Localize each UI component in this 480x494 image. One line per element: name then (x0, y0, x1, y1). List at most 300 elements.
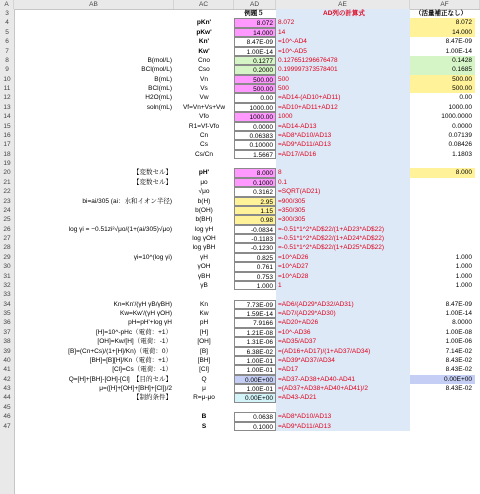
row-number: 47 (3, 422, 11, 430)
cell-uncorrected[interactable]: 8.000 (410, 168, 475, 177)
row-number: 22 (3, 188, 11, 196)
table-row (0, 215, 480, 224)
cell-formula[interactable]: =900/305 (276, 197, 410, 206)
cell-value[interactable]: 2.95 (234, 197, 276, 206)
table-row (0, 337, 480, 346)
cell-description[interactable]: 【変数セル】 (133, 178, 172, 186)
table-row (0, 375, 480, 384)
table-row (0, 9, 480, 18)
cell-value[interactable]: 0.10000 (234, 140, 276, 149)
cell-value[interactable]: -0.1183 (234, 234, 276, 243)
cell-label[interactable]: R1=Vf-Vfo (188, 122, 220, 130)
cell-label[interactable]: [BH] (197, 356, 211, 364)
cell-description[interactable] (14, 150, 174, 159)
cell-label[interactable]: log γOH (192, 235, 216, 242)
cell-formula[interactable]: =AD43-AD21 (276, 393, 410, 402)
cell-formula[interactable]: =-0.51*1^2*AD$22/(1+AD24*AD$22) (276, 234, 410, 243)
cell-value[interactable]: 0.98 (234, 215, 276, 224)
table-row (0, 281, 480, 290)
cell-description[interactable]: H2O(mL) (145, 94, 172, 102)
cell-label[interactable]: [Cl] (199, 366, 209, 374)
cell-formula[interactable] (276, 403, 410, 412)
cell-uncorrected[interactable] (410, 206, 475, 215)
table-row (0, 131, 480, 140)
cell-label[interactable]: pH' (198, 169, 210, 177)
row-number: 34 (3, 300, 11, 308)
cell-value[interactable]: 例題５ (244, 10, 264, 17)
cell-label[interactable] (174, 159, 234, 168)
table-row (0, 197, 480, 206)
table-row (0, 384, 480, 393)
cell-value[interactable]: 8.47E-09 (234, 37, 276, 46)
cell-uncorrected[interactable]: 500.00 (410, 84, 475, 93)
column-header-a[interactable]: A (0, 0, 14, 9)
cell-value[interactable]: 1.5667 (234, 150, 276, 159)
row-number: 26 (3, 225, 11, 233)
cell-value[interactable]: 8.072 (234, 18, 276, 27)
cell-formula[interactable]: AD列の計算式 (276, 9, 410, 18)
row-number: 46 (3, 413, 11, 421)
cell-description[interactable]: 【制約条件】 (133, 394, 172, 402)
cell-formula[interactable]: =AD14-AD13 (276, 122, 410, 131)
cell-value[interactable]: 1.00E-01 (234, 384, 276, 393)
cell-formula[interactable]: =AD35/AD37 (276, 337, 410, 346)
table-row (0, 178, 480, 187)
cell-formula[interactable]: 0.199997373578401 (276, 65, 410, 74)
cell-description[interactable]: pH=pH'+log γH (128, 319, 172, 327)
cell-uncorrected[interactable]: （活量補正なし） (415, 10, 467, 17)
table-row (0, 75, 480, 84)
cell-description[interactable] (14, 131, 174, 140)
cell-description[interactable] (14, 18, 174, 27)
cell-label[interactable]: Kn' (198, 38, 210, 46)
table-row (0, 347, 480, 356)
row-number: 28 (3, 244, 11, 252)
row-number: 35 (3, 310, 11, 317)
cell-description[interactable]: B(mL) (154, 75, 172, 83)
cell-label[interactable]: pH (199, 319, 209, 327)
cell-label[interactable]: R=μ-μo (193, 394, 215, 402)
cell-uncorrected[interactable]: 1.000 (455, 263, 472, 271)
cell-label[interactable]: γB (200, 281, 208, 289)
cell-formula[interactable]: =AD8*AD10/AD13 (276, 412, 410, 421)
cell-description[interactable] (14, 37, 174, 46)
column-header-ab[interactable]: AB (14, 0, 174, 9)
cell-description[interactable]: BCl(mol/L) (141, 66, 172, 74)
row-number: 31 (3, 272, 11, 280)
cell-label[interactable]: Cn (199, 131, 209, 139)
cell-description[interactable]: soln(mL) (146, 103, 172, 111)
cell-formula[interactable]: =AD9*AD11/AD13 (276, 422, 410, 431)
cell-description[interactable] (14, 9, 174, 18)
cell-description[interactable] (14, 272, 174, 281)
row-number: 20 (3, 169, 11, 177)
cell-description[interactable] (14, 28, 174, 37)
cell-description[interactable]: γi=10^(log γi) (133, 253, 172, 261)
row-number: 41 (3, 366, 11, 374)
cell-uncorrected[interactable]: 8.43E-02 (445, 356, 472, 364)
row-number: 36 (3, 319, 11, 327)
column-header-ad[interactable]: AD (234, 0, 276, 9)
cell-uncorrected[interactable]: 1.00E-06 (445, 338, 472, 346)
cell-uncorrected[interactable] (410, 197, 475, 206)
cell-formula[interactable]: =AD7/(AD29*AD30) (276, 309, 410, 318)
cell-label[interactable]: Cso (198, 66, 210, 74)
cell-value[interactable]: 14.000 (234, 28, 276, 37)
table-row (0, 403, 480, 412)
cell-value[interactable]: 500.00 (234, 75, 276, 84)
cell-value[interactable]: -0.1230 (234, 243, 276, 252)
cell-uncorrected[interactable] (410, 412, 475, 421)
cell-description[interactable] (14, 112, 174, 121)
cell-label[interactable]: Vf=Vn+Vs+Vw (182, 103, 226, 111)
cell-description[interactable]: [Cl]=Cs（電荷：-1） (112, 366, 172, 374)
cell-formula[interactable]: =(AD16+AD17)/(1+AD37/AD34) (276, 347, 410, 356)
row-number: 32 (3, 281, 11, 289)
cell-description[interactable]: [OH]=Kw/[H]（電荷：-1） (97, 338, 172, 346)
cell-uncorrected[interactable] (410, 290, 475, 299)
cell-label[interactable]: Cno (198, 56, 210, 64)
cell-uncorrected[interactable]: 0.1685 (410, 65, 475, 74)
cell-value[interactable]: 0.1000 (234, 178, 276, 187)
row-number: 29 (3, 253, 11, 261)
cell-uncorrected[interactable] (410, 178, 475, 187)
cell-formula[interactable]: =AD10+AD11+AD12 (276, 103, 410, 112)
row-number: 12 (3, 94, 11, 102)
cell-description[interactable]: 【変数セル】 (133, 169, 172, 177)
cell-label[interactable]: γOH (197, 263, 211, 271)
table-row (0, 393, 480, 402)
column-header-ac[interactable]: AC (174, 0, 234, 9)
table-row (0, 272, 480, 281)
cell-value[interactable]: 7.9166 (234, 318, 276, 327)
cell-label[interactable]: b(BH) (195, 216, 213, 224)
cell-uncorrected[interactable]: 1.1803 (452, 150, 472, 158)
cell-label[interactable]: μ (202, 385, 206, 392)
row-number: 8 (5, 56, 9, 64)
cell-formula[interactable]: 8 (276, 168, 410, 177)
cell-description[interactable]: [H]=10^-pHc（電荷：+1） (95, 328, 172, 336)
table-row (0, 225, 480, 234)
cell-formula[interactable]: =AD8*AD10/AD13 (276, 131, 410, 140)
cell-value[interactable]: 1.00E-01 (234, 356, 276, 365)
cell-label[interactable]: b(OH) (195, 206, 213, 214)
cell-formula[interactable] (276, 290, 410, 299)
cell-formula[interactable]: =10^AD27 (276, 262, 410, 271)
table-row (0, 365, 480, 374)
row-number: 15 (3, 122, 11, 130)
table-row (0, 159, 480, 168)
cell-label[interactable]: Cs/Cn (194, 150, 214, 158)
cell-description[interactable]: [B]=(Cn+Cs)/(1+[H]/Kn)（電荷：0） (68, 347, 172, 355)
cell-description[interactable] (14, 412, 174, 421)
table-row (0, 37, 480, 46)
cell-formula[interactable]: 0.127651296676478 (276, 56, 410, 65)
cell-formula[interactable]: =10^-AD36 (276, 328, 410, 337)
cell-description[interactable] (14, 281, 174, 290)
cell-description[interactable]: BCl(mL) (148, 85, 172, 92)
table-row (0, 253, 480, 262)
cell-description[interactable] (14, 403, 174, 412)
cell-formula[interactable]: 1 (276, 281, 410, 290)
cell-uncorrected[interactable]: 500.00 (410, 75, 475, 84)
cell-label[interactable]: B (201, 413, 207, 421)
column-header-af[interactable]: AF (410, 0, 480, 9)
cell-formula[interactable]: =350/305 (276, 206, 410, 215)
row-number: 13 (3, 103, 11, 111)
table-row (0, 243, 480, 252)
cell-value[interactable]: 8.000 (234, 168, 276, 177)
table-row (0, 28, 480, 37)
cell-label[interactable]: Kw (199, 310, 209, 317)
cell-description[interactable]: μ=([H]+[OH]+[BH]+[Cl])/2 (99, 385, 172, 392)
cell-uncorrected[interactable]: 14.000 (410, 28, 475, 37)
cell-value[interactable]: 0.00 (234, 93, 276, 102)
cell-formula[interactable]: =AD37-AD38+AD40-AD41 (276, 375, 410, 384)
cell-value[interactable]: 0.761 (234, 262, 276, 271)
cell-uncorrected[interactable]: 8.43E-02 (445, 385, 472, 392)
cell-label[interactable]: μo (200, 178, 208, 186)
row-number: 7 (5, 47, 9, 55)
cell-value[interactable]: 7.73E-09 (234, 300, 276, 309)
cell-uncorrected[interactable]: 1000.0000 (441, 113, 472, 121)
cell-formula[interactable]: =10^AD28 (276, 272, 410, 281)
row-number: 30 (3, 263, 11, 271)
cell-value[interactable]: -0.0834 (234, 225, 276, 234)
cell-formula[interactable]: 0.1 (276, 178, 410, 187)
cell-value[interactable]: 1.31E-06 (234, 337, 276, 346)
cell-label[interactable]: √μo (198, 188, 210, 196)
cell-label[interactable]: S (201, 422, 207, 430)
table-row (0, 140, 480, 149)
table-row (0, 356, 480, 365)
cell-value[interactable]: 0.0000 (234, 122, 276, 131)
cell-uncorrected[interactable]: 1.00E-14 (445, 47, 472, 55)
cell-description[interactable] (14, 187, 174, 196)
cell-value[interactable]: 1.15 (234, 206, 276, 215)
cell-formula[interactable]: =AD14-(AD10+AD11) (276, 93, 410, 102)
cell-label[interactable]: pKn' (196, 19, 212, 27)
table-row (0, 328, 480, 337)
table-row (0, 318, 480, 327)
cell-formula[interactable]: =(AD37+AD38+AD40+AD41)/2 (276, 384, 410, 393)
cell-formula[interactable]: =AD6/(AD29*AD32/AD31) (276, 300, 410, 309)
cell-formula[interactable]: =AD39*AD37/AD34 (276, 356, 410, 365)
cell-uncorrected[interactable]: 0.07139 (448, 131, 472, 139)
cell-formula[interactable]: =SQRT(AD21) (276, 187, 410, 196)
cell-formula[interactable]: =AD20+AD26 (276, 318, 410, 327)
cell-description[interactable] (14, 159, 174, 168)
cell-formula[interactable]: =AD17 (276, 365, 410, 374)
cell-description[interactable]: log γi = −0.51zi²√μo/(1+(ai/305)√μo) (68, 225, 172, 233)
cell-value[interactable]: 1.00E-14 (234, 47, 276, 56)
cell-uncorrected[interactable]: 8.47E-09 (445, 38, 472, 46)
cell-label[interactable]: Kn (200, 300, 208, 308)
cell-uncorrected[interactable] (410, 243, 475, 252)
cell-label[interactable]: Vs (200, 85, 208, 92)
cell-formula[interactable]: =10^AD26 (276, 253, 410, 262)
table-row (0, 65, 480, 74)
table-row (0, 84, 480, 93)
cell-description[interactable] (14, 290, 174, 299)
cell-value[interactable] (234, 290, 276, 299)
cell-uncorrected[interactable] (410, 187, 475, 196)
cell-formula[interactable]: =300/305 (276, 215, 410, 224)
cell-description[interactable]: Kn=Kn'/(γH γB/γBH) (113, 300, 172, 308)
cell-value[interactable]: 1000.00 (234, 112, 276, 121)
cell-label[interactable]: Kw' (198, 47, 210, 55)
table-row (0, 112, 480, 121)
cell-uncorrected[interactable]: 1.000 (455, 272, 472, 280)
cell-uncorrected[interactable] (410, 215, 475, 224)
table-row (0, 412, 480, 421)
cell-uncorrected[interactable]: 0.08426 (448, 141, 472, 149)
cell-uncorrected[interactable] (410, 393, 475, 402)
cell-uncorrected[interactable]: 8.0000 (452, 319, 472, 327)
row-number: 45 (3, 403, 11, 411)
cell-description[interactable] (14, 422, 174, 431)
cell-value[interactable]: 0.06383 (234, 131, 276, 140)
row-number: 24 (3, 206, 11, 214)
cell-description[interactable]: Kw=Kw'/(γH γOH) (120, 310, 172, 317)
table-row (0, 47, 480, 56)
cell-label[interactable] (174, 403, 234, 412)
cell-label[interactable]: Vfo (199, 113, 209, 121)
cell-label[interactable]: Vw (199, 94, 209, 102)
cell-label[interactable]: pKw' (196, 28, 212, 36)
cell-value[interactable]: 6.38E-02 (234, 347, 276, 356)
row-number: 9 (5, 66, 9, 74)
cell-description[interactable] (14, 122, 174, 131)
cell-formula[interactable]: 1000 (276, 112, 410, 121)
cell-value[interactable]: 1.00E-01 (234, 365, 276, 374)
cell-label[interactable] (174, 290, 234, 299)
row-number: 14 (3, 113, 11, 121)
cell-formula[interactable]: 14 (276, 28, 410, 37)
cell-label[interactable]: log γBH (192, 244, 216, 252)
cell-label[interactable]: [H] (199, 328, 209, 336)
column-header-ae[interactable]: AE (276, 0, 410, 9)
cell-description[interactable] (14, 206, 174, 215)
cell-value[interactable]: 0.0638 (234, 412, 276, 421)
cell-formula[interactable]: =-0.51*1^2*AD$22/(1+AD23*AD$22) (276, 225, 410, 234)
cell-value[interactable]: 1000.00 (234, 103, 276, 112)
cell-description[interactable]: B(mol/L) (147, 56, 172, 64)
cell-label[interactable]: Vn (200, 75, 208, 83)
cell-formula[interactable]: 8.072 (276, 18, 410, 27)
cell-description[interactable] (14, 234, 174, 243)
cell-value[interactable]: 0.00E+00 (234, 375, 276, 384)
cell-formula[interactable] (276, 159, 410, 168)
cell-uncorrected[interactable]: 0.0000 (452, 122, 472, 130)
cell-value[interactable]: 0.1000 (234, 422, 276, 431)
cell-description[interactable] (14, 215, 174, 224)
cell-label[interactable] (174, 9, 234, 18)
cell-value[interactable]: 0.3162 (234, 187, 276, 196)
table-row (0, 93, 480, 102)
table-row (0, 309, 480, 318)
cell-description[interactable]: [BH]=[B][H]/Kn（電荷：+1） (89, 356, 172, 364)
table-row (0, 168, 480, 177)
cell-value[interactable]: 500.00 (234, 84, 276, 93)
cell-formula[interactable]: 500 (276, 75, 410, 84)
row-number: 5 (5, 28, 9, 36)
table-row (0, 206, 480, 215)
cell-uncorrected[interactable] (410, 225, 475, 234)
cell-description[interactable] (14, 140, 174, 149)
cell-uncorrected[interactable]: 0.00E+00 (410, 375, 475, 384)
cell-label[interactable]: log γH (194, 225, 214, 233)
cell-uncorrected[interactable]: 1.00E-08 (445, 328, 472, 336)
cell-label[interactable]: γH (200, 253, 208, 261)
cell-uncorrected[interactable]: 8.47E-09 (445, 300, 472, 308)
cell-uncorrected[interactable]: 1.00E-14 (445, 310, 472, 317)
cell-value[interactable]: 1.21E-08 (234, 328, 276, 337)
row-number: 44 (3, 394, 11, 402)
cell-formula[interactable]: =AD9*AD11/AD13 (276, 140, 410, 149)
row-number: 11 (3, 85, 11, 92)
cell-label[interactable]: [B] (200, 347, 208, 355)
cell-value[interactable]: 1.59E-14 (234, 309, 276, 318)
row-number: 27 (3, 235, 11, 242)
cell-value[interactable]: 0.825 (234, 253, 276, 262)
cell-uncorrected[interactable]: 1.000 (455, 253, 472, 261)
cell-value[interactable]: 1.000 (234, 281, 276, 290)
cell-description[interactable] (14, 47, 174, 56)
row-number: 19 (3, 160, 11, 167)
cell-value[interactable]: 0.753 (234, 272, 276, 281)
cell-uncorrected[interactable]: 0.00 (459, 94, 472, 102)
cell-formula[interactable]: =10^-AD5 (276, 47, 410, 56)
cell-label[interactable]: b(H) (197, 197, 211, 205)
cell-uncorrected[interactable]: 7.14E-02 (445, 347, 472, 355)
cell-uncorrected[interactable] (410, 403, 475, 412)
cell-uncorrected[interactable] (410, 422, 475, 431)
cell-uncorrected[interactable] (410, 234, 475, 243)
cell-label[interactable]: Q (201, 375, 207, 383)
cell-formula[interactable]: 500 (276, 84, 410, 93)
cell-uncorrected[interactable] (410, 159, 475, 168)
cell-uncorrected[interactable]: 8.43E-02 (445, 366, 472, 374)
cell-uncorrected[interactable]: 1000.00 (448, 103, 472, 111)
cell-description[interactable] (14, 262, 174, 271)
cell-description[interactable]: Q=[H]+[BH]-[OH]-[Cl] 【目的セル】 (68, 375, 172, 383)
cell-formula[interactable]: =-0.51*1^2*AD$22/(1+AD25*AD$22) (276, 243, 410, 252)
cell-formula[interactable]: =AD17/AD16 (276, 150, 410, 159)
row-number: 43 (3, 385, 11, 392)
cell-value[interactable]: 0.1277 (234, 56, 276, 65)
row-number: 4 (5, 19, 9, 27)
cell-value[interactable] (234, 403, 276, 412)
cell-uncorrected[interactable]: 1.000 (455, 281, 472, 289)
cell-formula[interactable]: =10^-AD4 (276, 37, 410, 46)
cell-description[interactable] (14, 243, 174, 252)
cell-label[interactable]: Cs (200, 141, 208, 149)
table-row (0, 262, 480, 271)
cell-uncorrected[interactable]: 0.1428 (410, 56, 475, 65)
cell-value[interactable] (234, 159, 276, 168)
cell-value[interactable]: 0.00E+00 (234, 393, 276, 402)
cell-uncorrected[interactable]: 8.072 (410, 18, 475, 27)
table-row (0, 103, 480, 112)
row-number: 18 (3, 150, 11, 158)
cell-label[interactable]: γBH (197, 272, 211, 280)
cell-value[interactable]: 0.2000 (234, 65, 276, 74)
row-number: 10 (3, 75, 11, 83)
cell-label[interactable]: [OH] (197, 338, 211, 346)
cell-description[interactable]: bi=ai/305 (ai：水和イオン半径) (82, 197, 172, 205)
row-number: 21 (3, 178, 11, 186)
